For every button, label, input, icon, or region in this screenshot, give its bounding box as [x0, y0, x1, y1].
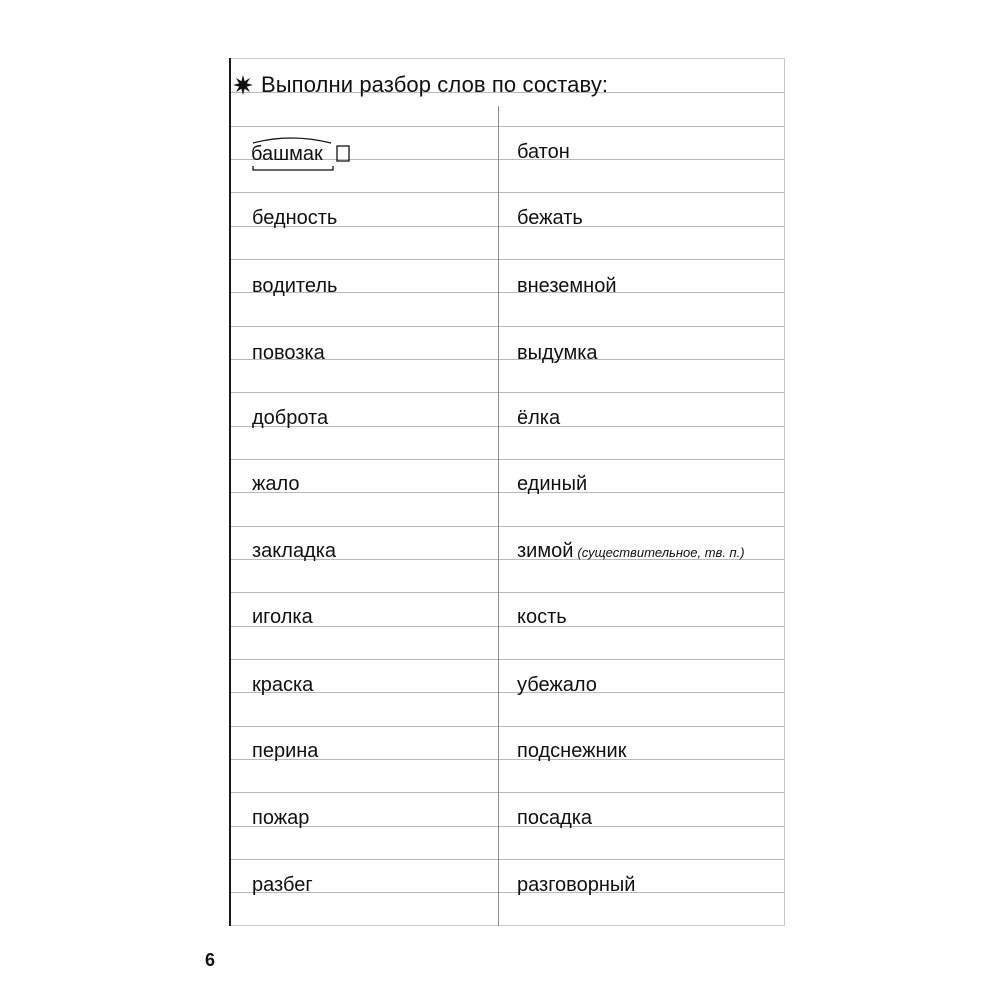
word-left: повозка	[252, 342, 325, 364]
word-right: посадка	[517, 807, 593, 829]
stem-bracket	[253, 166, 333, 170]
word-right: внеземной	[517, 275, 617, 297]
ruled-line	[231, 826, 784, 827]
word-left: иголка	[252, 606, 313, 628]
word-right: зимой	[517, 540, 574, 562]
word-right: единый	[517, 473, 588, 495]
word-right: выдумка	[517, 342, 598, 364]
column-divider	[498, 106, 499, 926]
word-left: пожар	[252, 807, 310, 829]
ruled-line	[231, 126, 784, 127]
sheet-border-right	[784, 58, 785, 926]
grammar-note: (существительное, тв. п.)	[577, 545, 745, 560]
ruled-line	[231, 259, 784, 260]
ending-box	[337, 146, 349, 161]
task-heading	[233, 68, 608, 102]
word-left: водитель	[252, 275, 338, 297]
word-right: убежало	[517, 674, 597, 696]
ruled-line	[231, 392, 784, 393]
word-right: кость	[517, 606, 567, 628]
word-right: ёлка	[517, 407, 561, 429]
sheet-border-bottom	[229, 925, 785, 926]
word-left: разбег	[252, 874, 313, 896]
ruled-line	[231, 192, 784, 193]
word-right: батон	[517, 141, 570, 163]
ruled-line	[231, 492, 784, 493]
asterisk-burst-icon	[233, 75, 253, 95]
example-word-text: башмак	[251, 143, 323, 165]
task-text: Выполни разбор слов по составу:	[261, 72, 609, 97]
word-right: бежать	[517, 207, 583, 229]
ruled-line	[231, 326, 784, 327]
ruled-line	[231, 692, 784, 693]
word-left: перина	[252, 740, 319, 762]
word-right: разговорный	[517, 874, 636, 896]
word-right-with-note	[517, 539, 745, 565]
ruled-line	[231, 726, 784, 727]
word-left: закладка	[252, 540, 337, 562]
word-left: бедность	[252, 207, 338, 229]
word-left: жало	[252, 473, 300, 495]
sheet-border-top	[229, 58, 785, 59]
ruled-line	[231, 792, 784, 793]
ruled-line	[231, 859, 784, 860]
word-left: доброта	[252, 407, 329, 429]
margin-line	[229, 58, 231, 926]
ruled-line	[231, 526, 784, 527]
ruled-line	[231, 892, 784, 893]
word-left: краска	[252, 674, 314, 696]
word-right: подснежник	[517, 740, 627, 762]
ruled-line	[231, 659, 784, 660]
page-number: 6	[205, 950, 216, 970]
ruled-line	[231, 592, 784, 593]
example-word	[251, 134, 361, 174]
ruled-line	[231, 459, 784, 460]
ruled-line	[231, 626, 784, 627]
